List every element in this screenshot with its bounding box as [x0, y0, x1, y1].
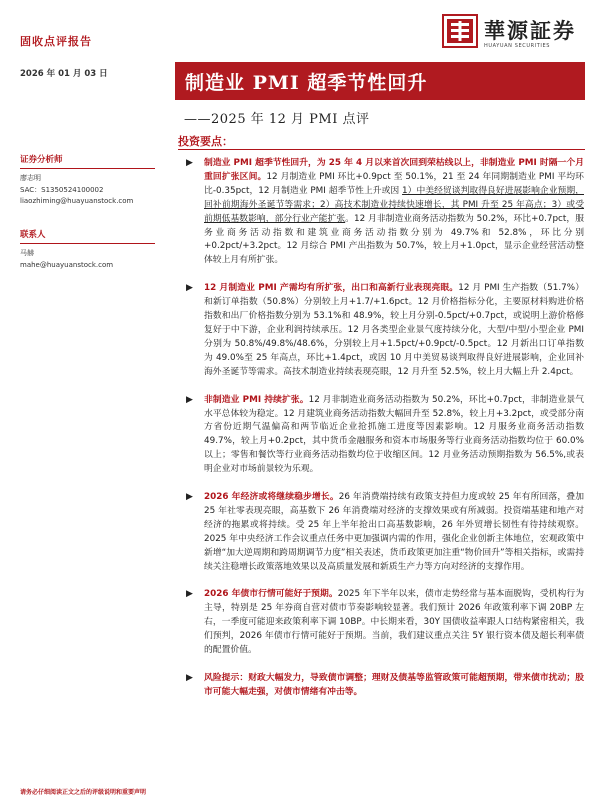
report-type: 固收点评报告: [20, 35, 92, 48]
key-point-highlight: 风险提示：财政大幅发力，导致债市调整；理财及债基等监管政策可能超预期，带来债市扰动；股市可能大幅走强，对债市情绪有冲击等。: [204, 673, 584, 697]
key-points-heading: 投资要点：: [178, 135, 233, 148]
key-points-divider: [178, 149, 585, 150]
analyst-divider: [20, 168, 155, 169]
key-point-item: [184, 672, 584, 700]
key-point-text: 12 月制造业 PMI 环比+0.9pct 至 50.1%，21 至 24 年同期制造业 PMI 平均环比-0.35pct，12 月制造业 PMI 超季节性上升或因: [204, 171, 584, 196]
key-point-item: [184, 282, 584, 379]
bullet-arrow-icon: ▶: [186, 394, 193, 405]
analyst-heading: 证券分析师: [20, 155, 63, 165]
contact-block: [20, 228, 155, 271]
analyst-email[interactable]: liaozhiming@huayuanstock.com: [20, 197, 134, 205]
company-logo: [442, 13, 592, 55]
analyst-sac: SAC：S1350524100002: [20, 185, 104, 194]
report-subtitle: ——2025 年 12 月 PMI 点评: [184, 112, 370, 127]
key-point-text: 26 年消费端持续有政策支持但力度或较 25 年有所回落，叠加 25 年社零表现亮眼，高基数下 26 年消费端对经济的支撑效果或有所减弱。投资端基建和地产对经济的拖累或将持续。受 25 年上半年抢出口高基数影响，26 年外贸增长韧性有待持续观察。2025 年中央经济工作会议重点任务中更加强调内需的作用，强化企业创新主体地位，宏观政策中新增“加大逆周期和跨周期调节力度”相关表述，货币政策更加注重“物价回升”等相关指标，或需持续关注稳增长政策落地效果以及高质量发展和新质生产力等方向对经济的支撑作用。: [204, 492, 585, 572]
report-title: 制造业 PMI 超季节性回升: [185, 72, 428, 94]
contact-name: 马赫: [20, 249, 34, 257]
key-points-list: [184, 157, 584, 714]
contact-divider: [20, 243, 155, 244]
key-point-highlight: 非制造业 PMI 持续扩张。: [204, 394, 309, 405]
bullet-arrow-icon: ▶: [186, 158, 193, 168]
key-point-item: [184, 394, 584, 477]
key-point-highlight: 2026 年经济或将继续稳步增长。: [204, 492, 339, 503]
footer-disclaimer: 请务必仔细阅读正文之后的评级说明和重要声明: [20, 789, 147, 796]
contact-email[interactable]: mahe@huayuanstock.com: [20, 260, 114, 269]
contact-heading: 联系人: [20, 230, 46, 240]
key-point-highlight: 12 月制造业 PMI 产需均有所扩张，出口和高新行业表现亮眼。: [204, 283, 459, 294]
key-point-text: 。12 月非制造业商务活动指数为 50.2%，环比+0.7pct，服务业商务活动指数和建筑业商务活动指数分别为 49.7%和 52.8%，环比分别+0.2pct/+3.2pct。12 月综合 PMI 产出指数为 50.7%，较上月+1.0pct，显示企业经营活动整体较上月有所扩张。: [204, 213, 584, 266]
key-point-highlight: 制造业 PMI 超季节性回升，为 25 年 4 月以来首次回到荣枯线以上，非制造业 PMI 时隔一个月重回扩张区间。: [204, 158, 584, 182]
key-point-text: 1）中美经贸谈判取得良好进展影响企业预期，回补前期海外圣诞节等需求；2）高技术制造业持续快速增长，其 PMI 升至 25 年高点；3）或受前期低基数影响，部分行业产能扩张: [204, 185, 584, 224]
bullet-arrow-icon: ▶: [186, 283, 193, 294]
analyst-name: 廖志明: [20, 174, 41, 182]
logo-name-en: HUAYUAN SECURITIES: [484, 43, 551, 49]
logo-name-cn: 華源証券: [484, 18, 576, 43]
key-point-text: 2025 年下半年以来，债市走势经常与基本面脱钩，受机构行为主导，特别是 25 年券商自营对债市节奏影响较显著。我们预计 2026 年政策利率下调 20BP 左右，一季度可能迎来政策利率下调 10BP。中长期来看，30Y 国债收益率跟人口结构紧密相关，我们预判，2026 年债市行情可能好于预期。当前，我们建议重点关注 5Y 银行资本债及超长利率债的配置价值。: [204, 589, 584, 656]
report-date: 2026 年 01 月 03 日: [20, 69, 108, 79]
bullet-arrow-icon: ▶: [186, 589, 193, 600]
title-bar: [175, 62, 585, 100]
key-point-text: 12 月 PMI 生产指数（51.7%）和新订单指数（50.8%）分别较上月+1.7/+1.6pct。12 月价格指标分化，主要原材料购进价格指数和出厂价格指数分别为 53.1%和 48.9%，较上月分别-0.5pct/+0.7pct，或说明上游价格修复好于中下游，企业利润持续承压。12 月各类型企业景气度持续分化，大型/中型/小型企业 PMI 分别为 50.8%/49.8%/48.6%，分别较上月+1.5pct/+0.9pct/-0.5pct。12 月新出口订单指数为 49.0%至 25 年高点，环比+1.4pct，或因 10 月中美贸易谈判取得良好进展影响，企业回补海外圣诞节等需求。高技术制造业持续表现亮眼，12 月升至 52.5%，较上月大幅上升 2.4pct。: [204, 283, 584, 377]
key-point-item: [184, 157, 584, 268]
key-point-item: [184, 588, 584, 658]
analyst-block: [20, 153, 155, 208]
seal-icon: [442, 14, 478, 48]
key-point-highlight: 2026 年债市行情可能好于预期。: [204, 589, 338, 600]
bullet-arrow-icon: ▶: [186, 492, 193, 503]
key-point-text: 12 月非制造业商务活动指数为 50.2%，环比+0.7pct，非制造业景气水平总体较为稳定。12 月建筑业商务活动指数大幅回升至 52.8%，较上月+3.2pct，或受部分南方省份近期气温偏高和两节临近企业抢抓施工进度等因素影响。12 月服务业商务活动指数 49.7%，较上月+0.2pct，其中货币金融服务和资本市场服务等行业商务活动指数均位于 60.0%以上；零售和餐饮等行业商务活动指数均位于收缩区间。12 月业务活动预期指数为 56.5%,或表明企业对市场前景较为乐观。: [204, 394, 584, 475]
key-point-item: [184, 491, 584, 574]
bullet-arrow-icon: ▶: [186, 673, 193, 683]
